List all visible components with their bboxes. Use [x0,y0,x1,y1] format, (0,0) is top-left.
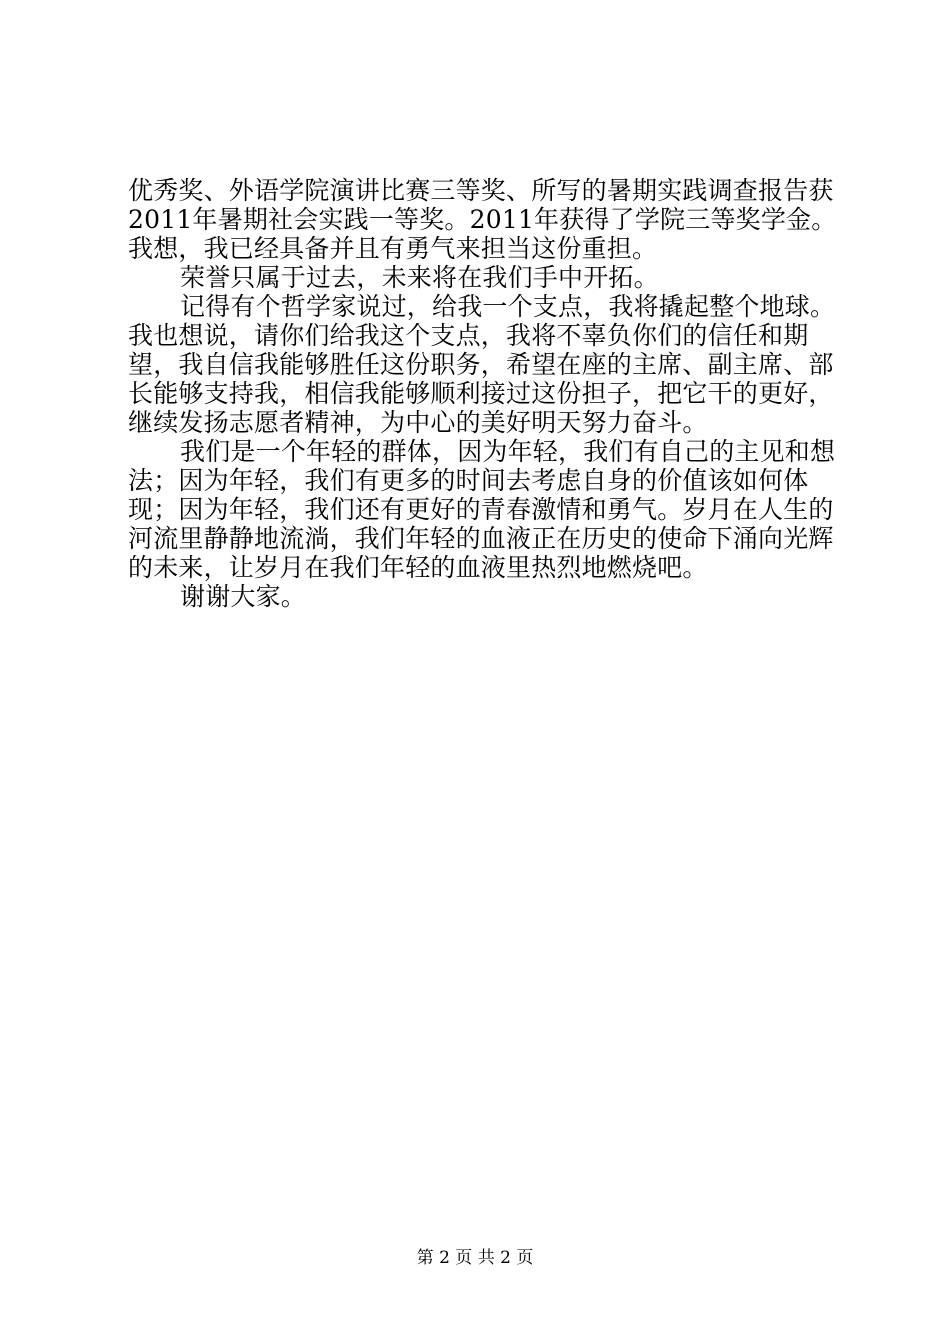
paragraph-awards: 优秀奖、外语学院演讲比赛三等奖、所写的暑期实践调查报告获2011年暑期社会实践一等奖。2011年获得了学院三等奖学金。我想，我已经具备并且有勇气来担当这份重担。 [128,176,837,263]
paragraph-youth: 我们是一个年轻的群体，因为年轻，我们有自己的主见和想法；因为年轻，我们有更多的时间去考虑自身的价值该如何体现；因为年轻，我们还有更好的青春激情和勇气。岁月在人生的河流里静静地流淌，我们年轻的血液正在历史的使命下涌向光辉的未来，让岁月在我们年轻的血液里热烈地燃烧吧。 [128,437,836,582]
paragraph-fulcrum: 记得有个哲学家说过，给我一个支点，我将撬起整个地球。我也想说，请你们给我这个支点，我将不辜负你们的信任和期望，我自信我能够胜任这份职务，希望在座的主席、副主席、部长能够支持我，相信我能够顺利接过这份担子，把它干的更好，继续发扬志愿者精神，为中心的美好明天努力奋斗。 [128,292,836,437]
paragraph-thanks: 谢谢大家。 [180,582,307,611]
page-footer: 第 2 页 共 2 页 [416,1248,534,1268]
paragraph-honor: 荣誉只属于过去，未来将在我们手中开拓。 [180,263,659,292]
document-body [128,176,848,611]
